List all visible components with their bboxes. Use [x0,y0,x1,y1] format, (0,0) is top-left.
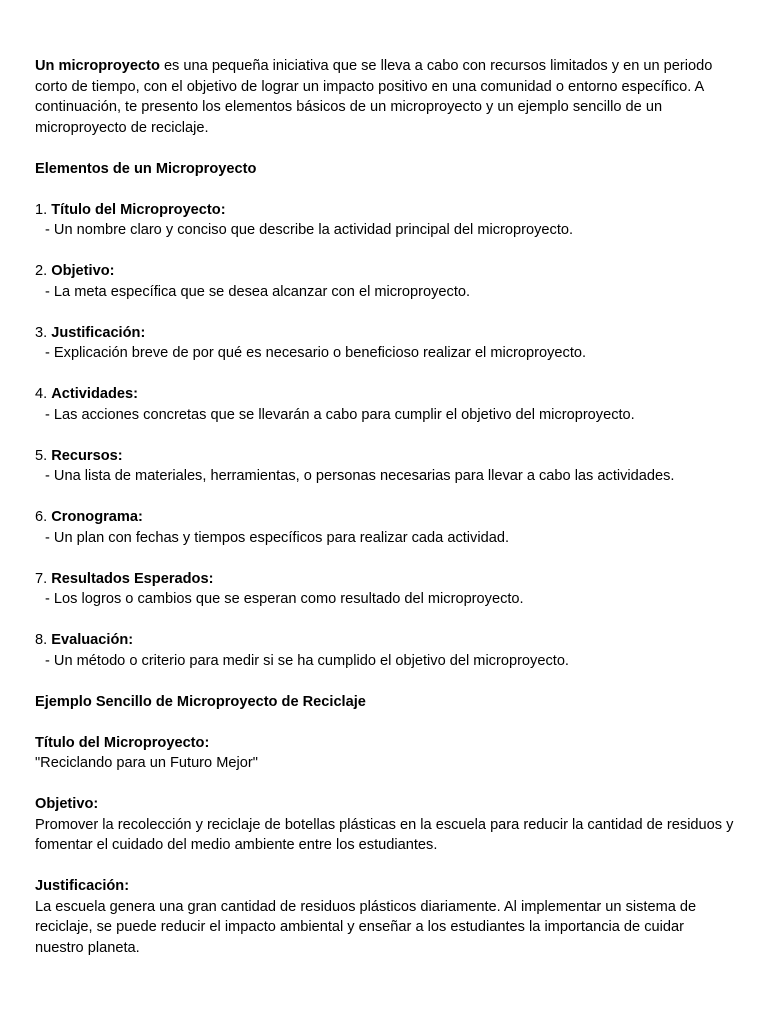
element-number: 7. [35,570,52,587]
element-item-1 [35,200,734,241]
element-item-5 [35,446,734,487]
element-item-header [35,384,734,405]
example-objective-label: Objetivo: [35,796,99,812]
element-title: Objetivo: [51,263,115,279]
intro-paragraph [35,56,734,138]
element-item-header [35,261,734,282]
example-justification-block [35,876,734,958]
intro-bold-term: Un microproyecto [35,58,160,74]
element-number: 1. [35,201,52,218]
example-title-block [35,733,734,774]
element-description: - Un plan con fechas y tiempos específicos para realizar cada actividad. [45,529,509,546]
element-title: Resultados Esperados: [51,570,214,587]
element-description: - La meta específica que se desea alcanzar con el microproyecto. [45,283,471,300]
element-number: 3. [35,324,52,341]
element-description: - Una lista de materiales, herramientas, o personas necesarias para llevar a cabo las actividades. [45,468,675,484]
element-description: - Las acciones concretas que se llevarán a cabo para cumplir el objetivo del microproyecto. [45,406,635,423]
elements-heading: Elementos de un Microproyecto [35,160,257,177]
element-title: Recursos: [51,447,123,464]
element-number: 4. [35,386,52,402]
element-item-header [35,630,734,651]
element-title: Evaluación: [51,632,134,648]
example-title-value: "Reciclando para un Futuro Mejor" [35,755,258,771]
element-description: - Un método o criterio para medir si se ha cumplido el objetivo del microproyecto. [45,652,569,669]
example-heading: Ejemplo Sencillo de Microproyecto de Reciclaje [35,693,366,710]
element-number: 5. [35,447,52,464]
element-item-6 [35,507,734,548]
element-title: Título del Microproyecto: [51,201,226,218]
element-item-header [35,323,734,344]
example-justification-label: Justificación: [35,878,130,894]
element-item-3 [35,323,734,364]
element-item-2 [35,261,734,302]
element-item-header [35,507,734,528]
element-description: - Explicación breve de por qué es necesario o beneficioso realizar el microproyecto. [45,345,587,361]
element-item-8 [35,630,734,671]
element-number: 8. [35,632,52,648]
intro-text: es una pequeña iniciativa que se lleva a cabo con recursos limitados y en un periodo corto de tiempo, con el objetivo de lograr un impacto positivo en una comunidad o entorno específico. A continuación, te presento los elementos básicos de un microproyecto y un ejemplo sencillo de un microproyecto de reciclaje. [35,58,713,136]
element-title: Cronograma: [51,509,143,525]
element-item-header [35,446,734,467]
element-item-7 [35,569,734,610]
element-number: 2. [35,263,52,279]
element-item-header [35,200,734,221]
example-title-label: Título del Microproyecto: [35,734,210,751]
elements-list [35,200,734,672]
element-title: Justificación: [51,324,146,341]
element-item-4 [35,384,734,425]
element-number: 6. [35,509,52,525]
example-objective-block [35,794,734,856]
element-item-header [35,569,734,590]
element-title: Actividades: [51,386,139,402]
example-justification-value: La escuela genera una gran cantidad de residuos plásticos diariamente. Al implementar un sistema de reciclaje, se puede reducir el impacto ambiental y enseñar a los estudiantes la importancia de cuidar nuestro planeta. [35,898,697,956]
example-objective-value: Promover la recolección y reciclaje de botellas plásticas en la escuela para reducir la cantidad de residuos y fomentar el cuidado del medio ambiente entre los estudiantes. [35,816,734,853]
element-description: - Un nombre claro y conciso que describe la actividad principal del microproyecto. [45,222,574,238]
element-description: - Los logros o cambios que se esperan como resultado del microproyecto. [45,591,524,607]
